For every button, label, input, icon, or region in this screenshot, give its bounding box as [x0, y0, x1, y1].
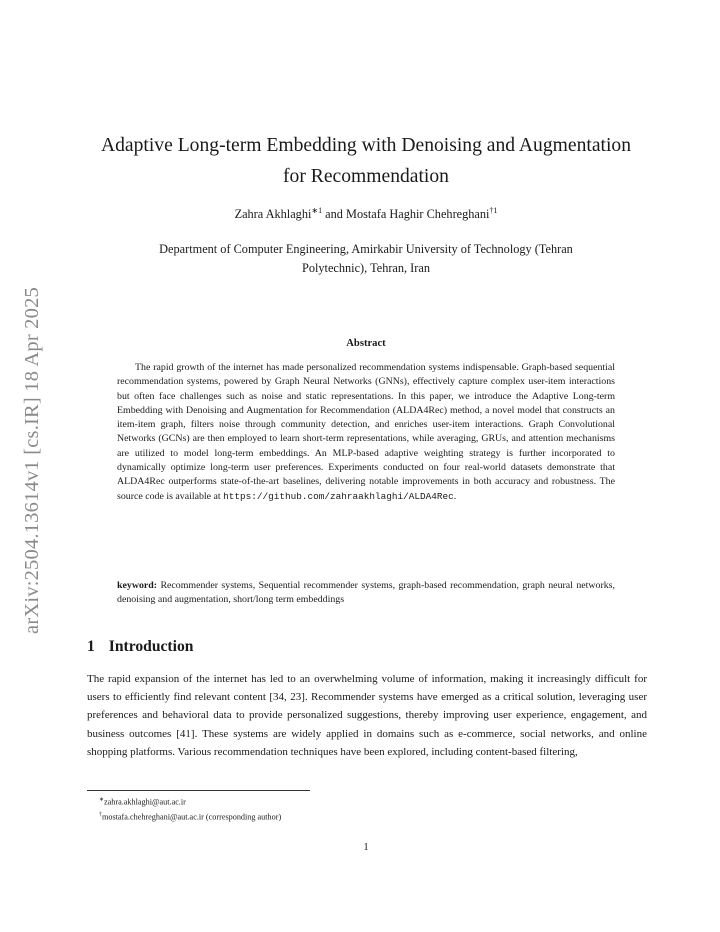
footnote-2-text: mostafa.chehreghani@aut.ac.ir (corresponding author) — [102, 812, 282, 822]
section-title: Introduction — [108, 638, 194, 655]
footnote-1-mark: ∗ — [99, 797, 105, 803]
page-number: 1 — [363, 842, 369, 853]
section-number: 1 — [87, 638, 95, 655]
footnote-2 — [87, 809, 281, 824]
footnote-rule — [87, 790, 310, 791]
keyword-label: keyword: — [117, 580, 158, 591]
footnote-1-text: zahra.akhlaghi@aut.ac.ir — [104, 797, 186, 807]
author-2-marks: †1 — [489, 206, 498, 215]
affiliation-line1: Department of Computer Engineering, Amirkabir University of Technology (Tehran — [159, 242, 573, 256]
affiliation — [100, 240, 632, 278]
paper-title — [60, 130, 672, 192]
section-heading-introduction — [87, 638, 193, 656]
author-2: Mostafa Haghir Chehreghani — [346, 207, 490, 222]
author-1-marks: ∗1 — [311, 206, 323, 215]
abstract-end: . — [453, 490, 457, 502]
paper-title-line2: for Recommendation — [283, 166, 449, 187]
arxiv-identifier — [12, 258, 52, 662]
author-connector: and — [322, 207, 347, 222]
keywords — [117, 579, 615, 608]
abstract-text — [117, 361, 615, 504]
paper-title-line1: Adaptive Long-term Embedding with Denoising and Augmentation — [100, 135, 632, 156]
source-code-link[interactable]: https://github.com/zahraakhlaghi/ALDA4Rec — [223, 490, 454, 502]
footnote-2-mark: † — [99, 811, 102, 818]
affiliation-line2: Polytechnic), Tehran, Iran — [302, 261, 430, 275]
author-list — [60, 206, 672, 222]
abstract-body: The rapid growth of the internet has made personalized recommendation systems indispensable. Graph-based sequential recommendation systems, powered by Graph Neural Networks (GNNs), effectively capture complex user-item interactions but often face challenges such as noise and static representations. In this paper, we introduce the Adaptive Long-term Embedding with Denoising and Augmentation for Recommendation (ALDA4Rec) method, a novel model that constructs an item-item graph, filters noise through community detection, and enriches user-item interactions. Graph Convolutional Networks (GCNs) are then employed to learn short-term representations, while averaging, GRUs, and attention mechanisms are utilized to model long-term embeddings. An MLP-based adaptive weighting strategy is further incorporated to dynamically optimize long-term user preferences. Experiments conducted on four real-world datasets demonstrate that ALDA4Rec outperforms state-of-the-art baselines, delivering notable improvements in both accuracy and robustness. The source code is available at — [117, 362, 615, 502]
footnotes — [87, 794, 281, 823]
footnote-1 — [87, 794, 281, 809]
abstract-heading: Abstract — [346, 338, 386, 349]
author-1: Zahra Akhlaghi — [234, 207, 312, 222]
introduction-paragraph: The rapid expansion of the internet has led to an overwhelming volume of information, making it increasingly difficult for users to efficiently find relevant content [34, 23]. Recommender systems have emerged as a critical solution, leveraging user preferences and behavioral data to provide personalized suggestions, thereby improving user experience, engagement, and business outcomes [41]. These systems are widely applied in domains such as e-commerce, social networks, and online shopping platforms. Various recommendation techniques have been explored, including content-based filtering, — [87, 673, 647, 758]
keyword-text: Recommender systems, Sequential recommender systems, graph-based recommendation, graph neural networks, denoising and augmentation, short/long term embeddings — [117, 580, 615, 606]
arxiv-identifier-text: arXiv:2504.13614v1 [cs.IR] 18 Apr 2025 — [20, 286, 43, 634]
